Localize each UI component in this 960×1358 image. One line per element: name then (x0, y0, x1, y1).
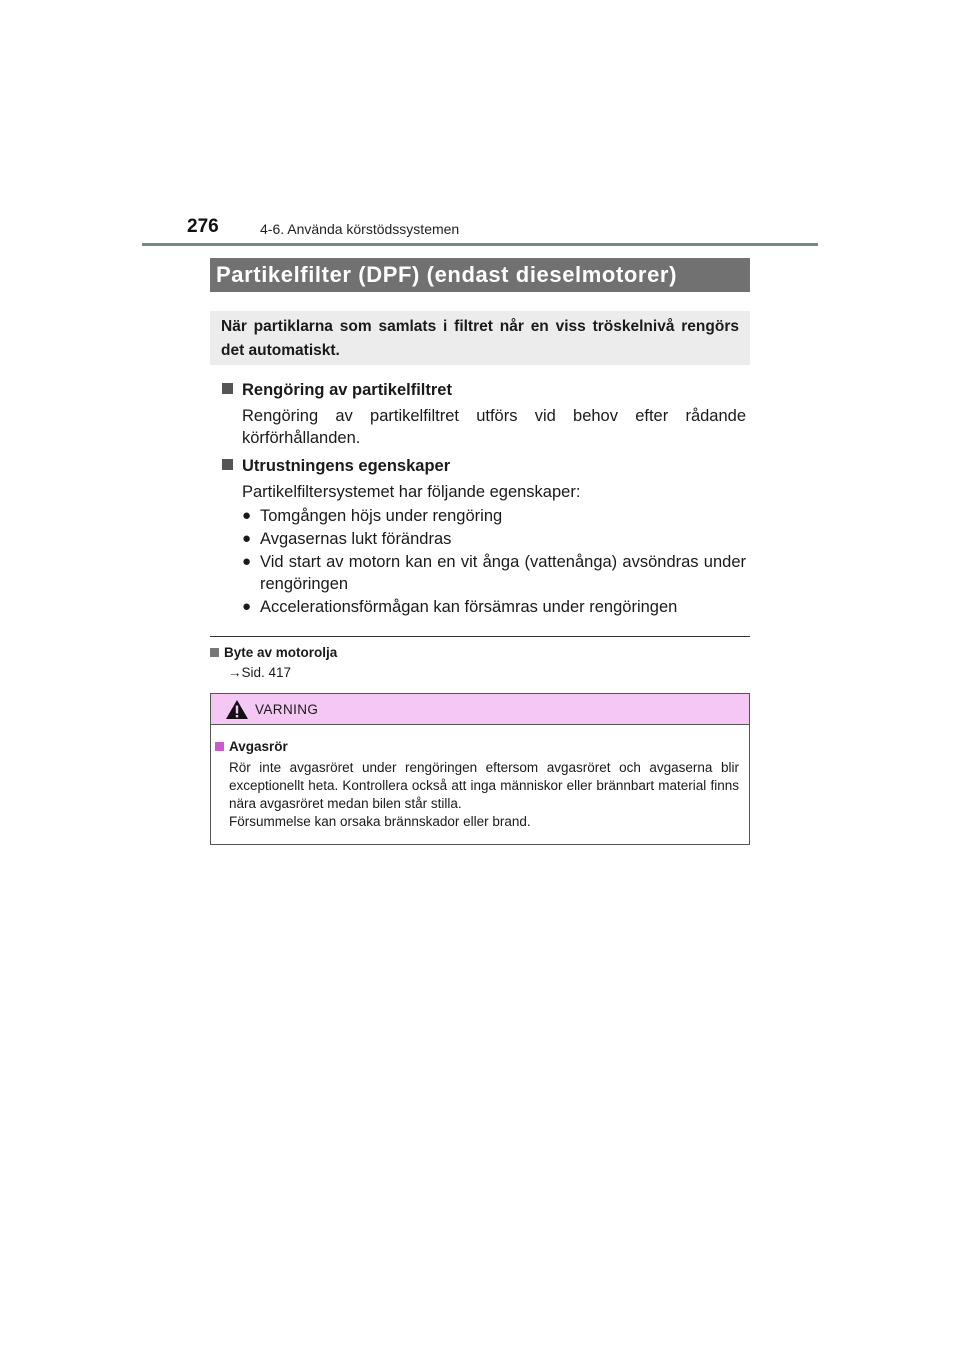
warning-paragraph: Rör inte avgasröret under rengöringen eftersom avgasröret och avgaserna blir exceptionellt heta. Kontrollera också att inga människor eller brännbart material finns nära avgasröret medan bilen står stilla. (229, 760, 739, 811)
section-path: 4-6. Använda körstödssystemen (260, 221, 460, 237)
page-title: Partikelfilter (DPF) (endast dieselmotorer) (210, 258, 750, 292)
list-item (242, 596, 746, 618)
section-text: Partikelfiltersystemet har följande egenskaper: (242, 483, 581, 501)
section-divider (210, 636, 750, 637)
warning-box (210, 693, 750, 845)
warning-body (211, 725, 749, 831)
round-bullet-icon: ● (242, 598, 252, 615)
round-bullet-icon: ● (242, 530, 252, 547)
page-reference-text: Sid. 417 (241, 665, 292, 680)
warning-text (229, 759, 739, 831)
warning-triangle-icon (225, 699, 249, 720)
arrow-right-icon: → (228, 665, 242, 680)
warning-label: VARNING (255, 701, 319, 717)
warning-title-text: Avgasrör (229, 739, 288, 754)
intro-text: När partiklarna som samlats i filtret når en viss tröskelnivå rengörs det automatiskt. (221, 318, 739, 359)
page-reference-link[interactable] (228, 662, 750, 684)
header-rule (142, 243, 818, 246)
square-bullet-icon (222, 459, 233, 470)
list-item-text: Tomgången höjs under rengöring (260, 507, 503, 525)
square-bullet-icon (215, 742, 224, 751)
page-number: 276 (187, 216, 219, 237)
section-heading (222, 454, 746, 478)
feature-list (242, 505, 746, 618)
round-bullet-icon: ● (242, 553, 252, 570)
square-bullet-icon (210, 648, 219, 657)
note-block (210, 644, 750, 684)
list-item-text: Accelerationsförmågan kan försämras under rengöringen (260, 598, 678, 616)
note-title-text: Byte av motorolja (224, 645, 338, 660)
main-content (222, 378, 746, 619)
section-heading-text: Utrustningens egenskaper (242, 457, 451, 475)
round-bullet-icon: ● (242, 507, 252, 524)
section-heading (222, 378, 746, 402)
list-item-text: Vid start av motorn kan en vit ånga (vattenånga) avsöndras under rengöringen (260, 553, 746, 593)
list-item-text: Avgasernas lukt förändras (260, 530, 452, 548)
warning-title (215, 738, 739, 755)
list-item (242, 505, 746, 527)
warning-paragraph: Försummelse kan orsaka brännskador eller brand. (229, 814, 531, 829)
list-item (242, 528, 746, 550)
warning-header (211, 694, 749, 725)
note-title (210, 644, 750, 662)
intro-box (210, 311, 750, 365)
section-heading-text: Rengöring av partikelfiltret (242, 381, 452, 399)
list-item (242, 551, 746, 595)
square-bullet-icon (222, 383, 233, 394)
section-text: Rengöring av partikelfiltret utförs vid behov efter rådande körförhållanden. (242, 407, 746, 447)
